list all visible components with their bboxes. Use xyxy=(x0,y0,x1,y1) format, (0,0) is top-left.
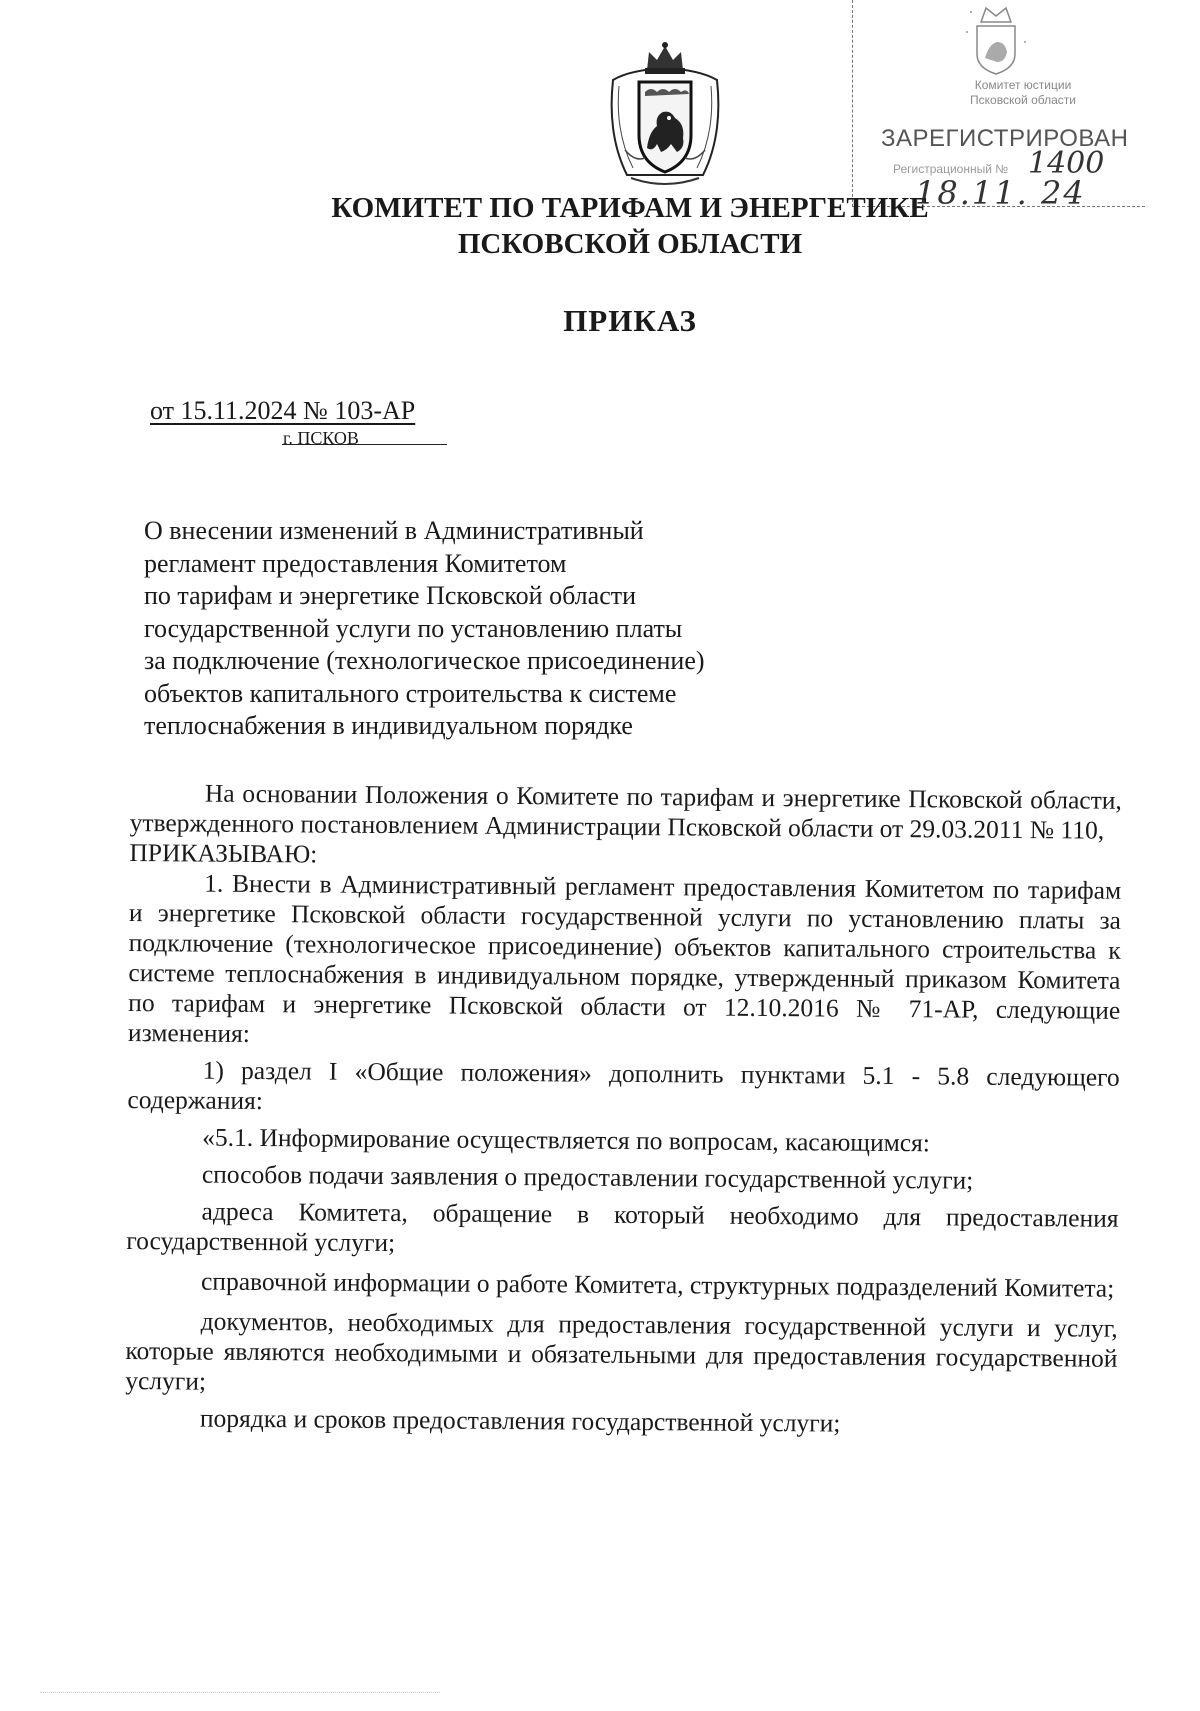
list-item: порядка и сроков предоставления государственной услуги; xyxy=(199,1403,841,1438)
coat-of-arms-icon xyxy=(605,40,725,190)
subject-line: по тарифам и энергетике Псковской области xyxy=(144,581,637,610)
org-name-line1: КОМИТЕТ ПО ТАРИФАМ И ЭНЕРГЕТИКЕ xyxy=(331,192,929,224)
document-type: ПРИКАЗ xyxy=(563,303,697,338)
stamp-registered: ЗАРЕГИСТРИРОВАН xyxy=(881,125,1129,152)
stamp-regnum: 1400 xyxy=(1028,146,1105,181)
order-city: г. ПСКОВ xyxy=(283,428,359,448)
subject-line: за подключение (технологическое присоединение) xyxy=(144,646,705,675)
registration-stamp xyxy=(852,0,1145,212)
stamp-regdate: 18.11. 24 xyxy=(915,174,1086,212)
basis-paragraph: На основании Положения о Комитете по тарифам и энергетике Псковской области, утвержденного постановлением Администрации Псковской области от 29.03.2011 № 110, xyxy=(129,778,1122,845)
order-word: ПРИКАЗЫВАЮ: xyxy=(129,837,318,869)
city-underline xyxy=(282,444,447,445)
stamp-org-line: Псковской области xyxy=(970,93,1076,107)
order-subject xyxy=(144,515,824,743)
list-item: способов подачи заявления о предоставлении государственной услуги; xyxy=(201,1159,974,1195)
order-date-number: от 15.11.2024 № 103-АР xyxy=(150,396,416,425)
scan-artifact xyxy=(40,1692,440,1693)
subject-line: объектов капитального строительства к системе xyxy=(144,678,677,708)
list-item: справочной информации о работе Комитета, структурных подразделений Комитета; xyxy=(200,1266,1115,1303)
subitem-1: 1) раздел I «Общие положения» дополнить пунктами 5.1 - 5.8 следующего содержания: xyxy=(127,1055,1120,1116)
stamp-org xyxy=(923,78,1123,108)
list-item: документов, необходимых для предоставления государственной услуги и услуг, которые являются необходимыми и обязательными для предоставления государственной услуги; xyxy=(125,1306,1118,1396)
stamp-emblem-icon xyxy=(961,2,1031,77)
subject-line: государственной услуги по установлению платы xyxy=(144,613,683,643)
list-item: адреса Комитета, обращение в который необходимо для предоставления государственной услуги; xyxy=(126,1196,1119,1258)
item-1: 1. Внести в Административный регламент предоставления Комитетом по тарифам и энергетике Псковской области государственной услуги по установлению платы за подключение (технологическое присоединение) объектов капитального строительства к системе теплоснабжения в индивидуальном порядке, утвержденный приказом Комитета по тарифам и энергетике Псковской области от 12.10.2016 № 71-АР, следующие изменения: xyxy=(127,868,1122,1048)
subject-line: регламент предоставления Комитетом xyxy=(144,548,567,578)
stamp-org-line: Комитет юстиции xyxy=(974,78,1072,92)
stamp-regnum-label: Регистрационный № xyxy=(893,162,1009,176)
point-5-1: «5.1. Информирование осуществляется по вопросам, касающимся: xyxy=(202,1122,931,1158)
subject-line: теплоснабжения в индивидуальном порядке xyxy=(144,711,633,740)
org-name-line2: ПСКОВСКОЙ ОБЛАСТИ xyxy=(457,228,803,260)
order-body xyxy=(125,778,1122,1441)
subject-line: О внесении изменений в Административный xyxy=(144,516,644,545)
